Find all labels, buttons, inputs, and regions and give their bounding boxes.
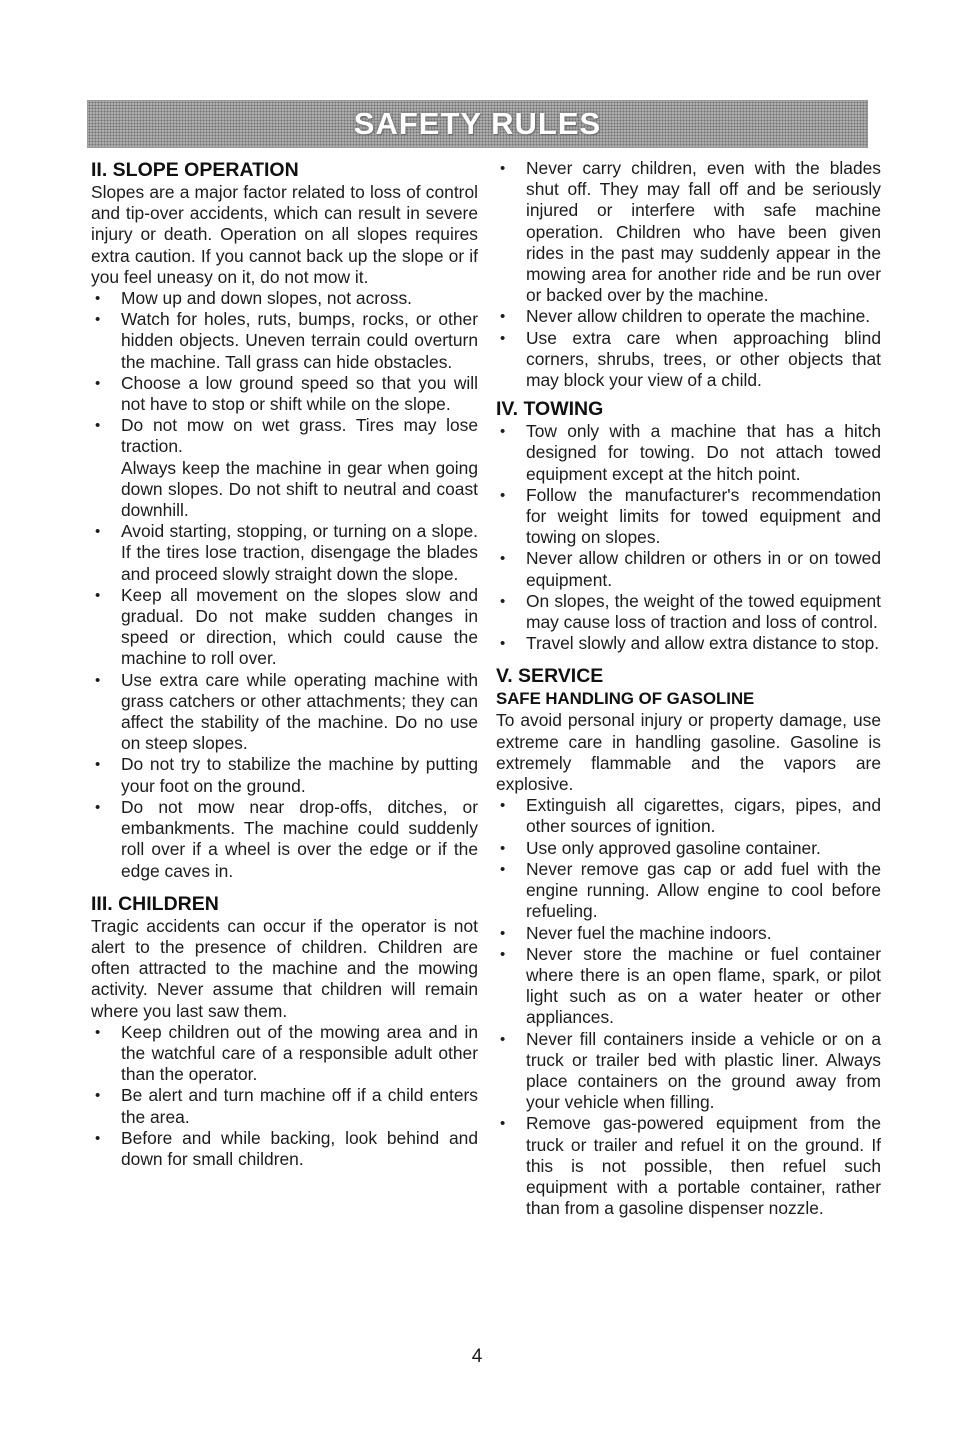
list-item: • Keep children out of the mowing area and in the watchful care of a responsible adult other than the operator. xyxy=(91,1022,478,1086)
list-item: • Remove gas-powered equipment from the truck or trailer and refuel it on the ground. If this is not possible, then refuel such equipment with a portable container, rather than from a gasoline dispenser nozzle. xyxy=(496,1113,881,1219)
safety-rules-banner xyxy=(87,100,868,148)
slope-bullet-list xyxy=(91,288,478,882)
list-item: • Keep all movement on the slopes slow and gradual. Do not make sudden changes in speed or direction, which could cause the machine to roll over. xyxy=(91,585,478,670)
list-item: • Travel slowly and allow extra distance to stop. xyxy=(496,633,881,654)
page-number: 4 xyxy=(471,1346,483,1367)
list-item: • Never allow children to operate the machine. xyxy=(496,306,881,327)
gasoline-subheading: SAFE HANDLING OF GASOLINE xyxy=(496,689,755,709)
service-bullet-list xyxy=(496,795,881,1219)
list-item: • Never carry children, even with the blades shut off. They may fall off and be seriously injured or interfere with safe machine operation. Children who have been given rides in the past may suddenly appear in the mowing area for another ride and be run over or backed over by the machine. xyxy=(496,158,881,306)
children-heading: III. CHILDREN xyxy=(91,892,219,915)
list-item: • Never fill containers inside a vehicle or on a truck or trailer bed with plastic liner. Always place containers on the ground away from your vehicle when filling. xyxy=(496,1029,881,1114)
slope-operation-heading: II. SLOPE OPERATION xyxy=(91,159,299,181)
right-column xyxy=(496,158,881,1219)
list-item: • Never remove gas cap or add fuel with the engine running. Allow engine to cool before refueling. xyxy=(496,859,881,923)
list-item: • Follow the manufacturer's recommendation for weight limits for towed equipment and towing on slopes. xyxy=(496,485,881,549)
list-item: • Do not mow on wet grass. Tires may lose traction. xyxy=(91,415,478,457)
list-item: • Never allow children or others in or on towed equipment. xyxy=(496,548,881,590)
list-item: • Mow up and down slopes, not across. xyxy=(91,288,478,309)
list-item: • Extinguish all cigarettes, cigars, pipes, and other sources of ignition. xyxy=(496,795,881,837)
list-item: • Do not mow near drop-offs, ditches, or embankments. The machine could suddenly roll over if a wheel is over the edge or if the edge caves in. xyxy=(91,797,478,882)
list-item: • Be alert and turn machine off if a child enters the area. xyxy=(91,1085,478,1127)
list-item: • Use extra care while operating machine with grass catchers or other attachments; they can affect the stability of the machine. Do no use on steep slopes. xyxy=(91,670,478,755)
children-intro: Tragic accidents can occur if the operator is not alert to the presence of children. Children are often attracted to the machine and the mowing activity. Never assume that children will remain where you last saw them. xyxy=(91,915,478,1021)
towing-bullet-list xyxy=(496,421,881,654)
children-bullet-list xyxy=(91,1022,478,1170)
list-item: • Tow only with a machine that has a hitch designed for towing. Do not attach towed equipment except at the hitch point. xyxy=(496,421,881,485)
list-item: • On slopes, the weight of the towed equipment may cause loss of traction and loss of control. xyxy=(496,591,881,633)
towing-heading: IV. TOWING xyxy=(496,398,604,421)
slope-intro: Slopes are a major factor related to loss of control and tip-over accidents, which can result in severe injury or death. Operation on all slopes requires extra caution. If you cannot back up the slope or if you feel uneasy on it, do not mow it. xyxy=(91,182,478,287)
list-item: • Use extra care when approaching blind corners, shrubs, trees, or other objects that may block your view of a child. xyxy=(496,328,881,392)
service-heading: V. SERVICE xyxy=(496,665,604,688)
list-item: • Never store the machine or fuel container where there is an open flame, spark, or pilot light such as on a water heater or other appliances. xyxy=(496,944,881,1029)
children-bullet-list-continued xyxy=(496,158,881,391)
list-item: • Use only approved gasoline container. xyxy=(496,838,881,859)
left-column xyxy=(91,158,478,1170)
list-item: • Do not try to stabilize the machine by putting your foot on the ground. xyxy=(91,754,478,796)
list-item: • Avoid starting, stopping, or turning on a slope. If the tires lose traction, disengage the blades and proceed slowly straight down the slope. xyxy=(91,521,478,585)
service-intro: To avoid personal injury or property damage, use extreme care in handling gasoline. Gasoline is extremely flammable and the vapors are explosive. xyxy=(496,710,881,795)
list-item: • Choose a low ground speed so that you will not have to stop or shift while on the slope. xyxy=(91,373,478,415)
list-item-continuation: Always keep the machine in gear when going down slopes. Do not shift to neutral and coast downhill. xyxy=(121,457,478,521)
list-item: • Watch for holes, ruts, bumps, rocks, or other hidden objects. Uneven terrain could overturn the machine. Tall grass can hide obstacles. xyxy=(91,309,478,373)
list-item: • Before and while backing, look behind and down for small children. xyxy=(91,1128,478,1170)
banner-title: SAFETY RULES xyxy=(353,106,602,141)
list-item: • Never fuel the machine indoors. xyxy=(496,923,881,944)
